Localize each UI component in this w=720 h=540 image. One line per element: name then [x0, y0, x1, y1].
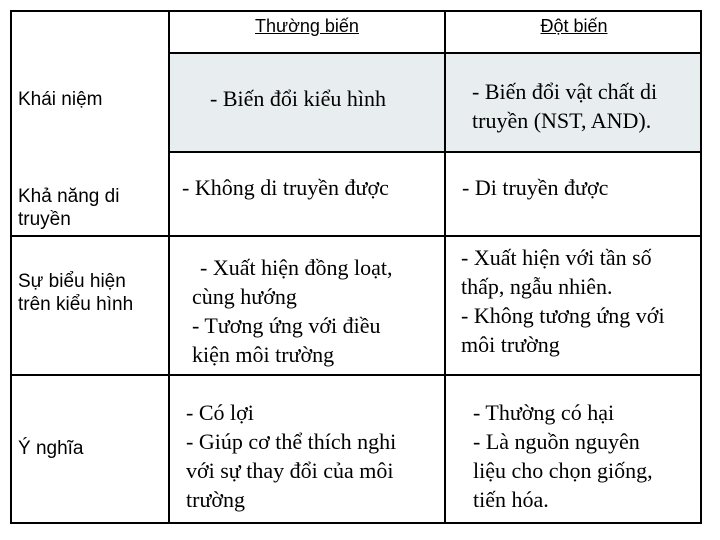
divider-h3 — [10, 235, 702, 237]
cell-khai-niem-dot-bien: - Biến đổi vật chất di truyền (NST, AND). — [472, 79, 658, 133]
row-label-kha-nang-di-truyen: Khả năng di truyền — [18, 186, 120, 230]
cell-y-nghia-dot-bien: - Thường có hại - Là nguồn nguyên liệu cho chọn giống, tiến hóa. — [473, 400, 653, 512]
cell-bieu-hien-thuong-bien: - Xuất hiện đồng loạt, cùng hướng - Tương ứng với điều kiện môi trường — [192, 255, 393, 367]
header-dot-bien: Đột biến — [540, 16, 608, 36]
cell-khai-niem-thuong-bien: - Biến đổi kiểu hình — [210, 86, 386, 111]
cell-kha-nang-dot-bien: - Di truyền được — [462, 175, 609, 200]
cell-y-nghia-thuong-bien: - Có lợi - Giúp cơ thể thích nghi với sự thay đổi của môi trường — [186, 400, 397, 512]
divider-v1 — [168, 10, 170, 524]
row-label-y-nghia: Ý nghĩa — [18, 438, 84, 459]
header-thuong-bien: Thường biến — [255, 16, 359, 36]
row-label-khai-niem: Khái niệm — [18, 89, 103, 110]
cell-bieu-hien-dot-bien: - Xuất hiện với tần số thấp, ngẫu nhiên. - Không tương ứng với môi trường — [461, 245, 665, 357]
row-label-su-bieu-hien: Sự biểu hiện trên kiểu hình — [18, 271, 134, 315]
divider-h2 — [168, 151, 702, 153]
cell-kha-nang-thuong-bien: - Không di truyền được — [182, 175, 389, 200]
divider-h4 — [10, 374, 702, 376]
divider-v2 — [444, 10, 446, 524]
divider-h1 — [168, 52, 702, 54]
